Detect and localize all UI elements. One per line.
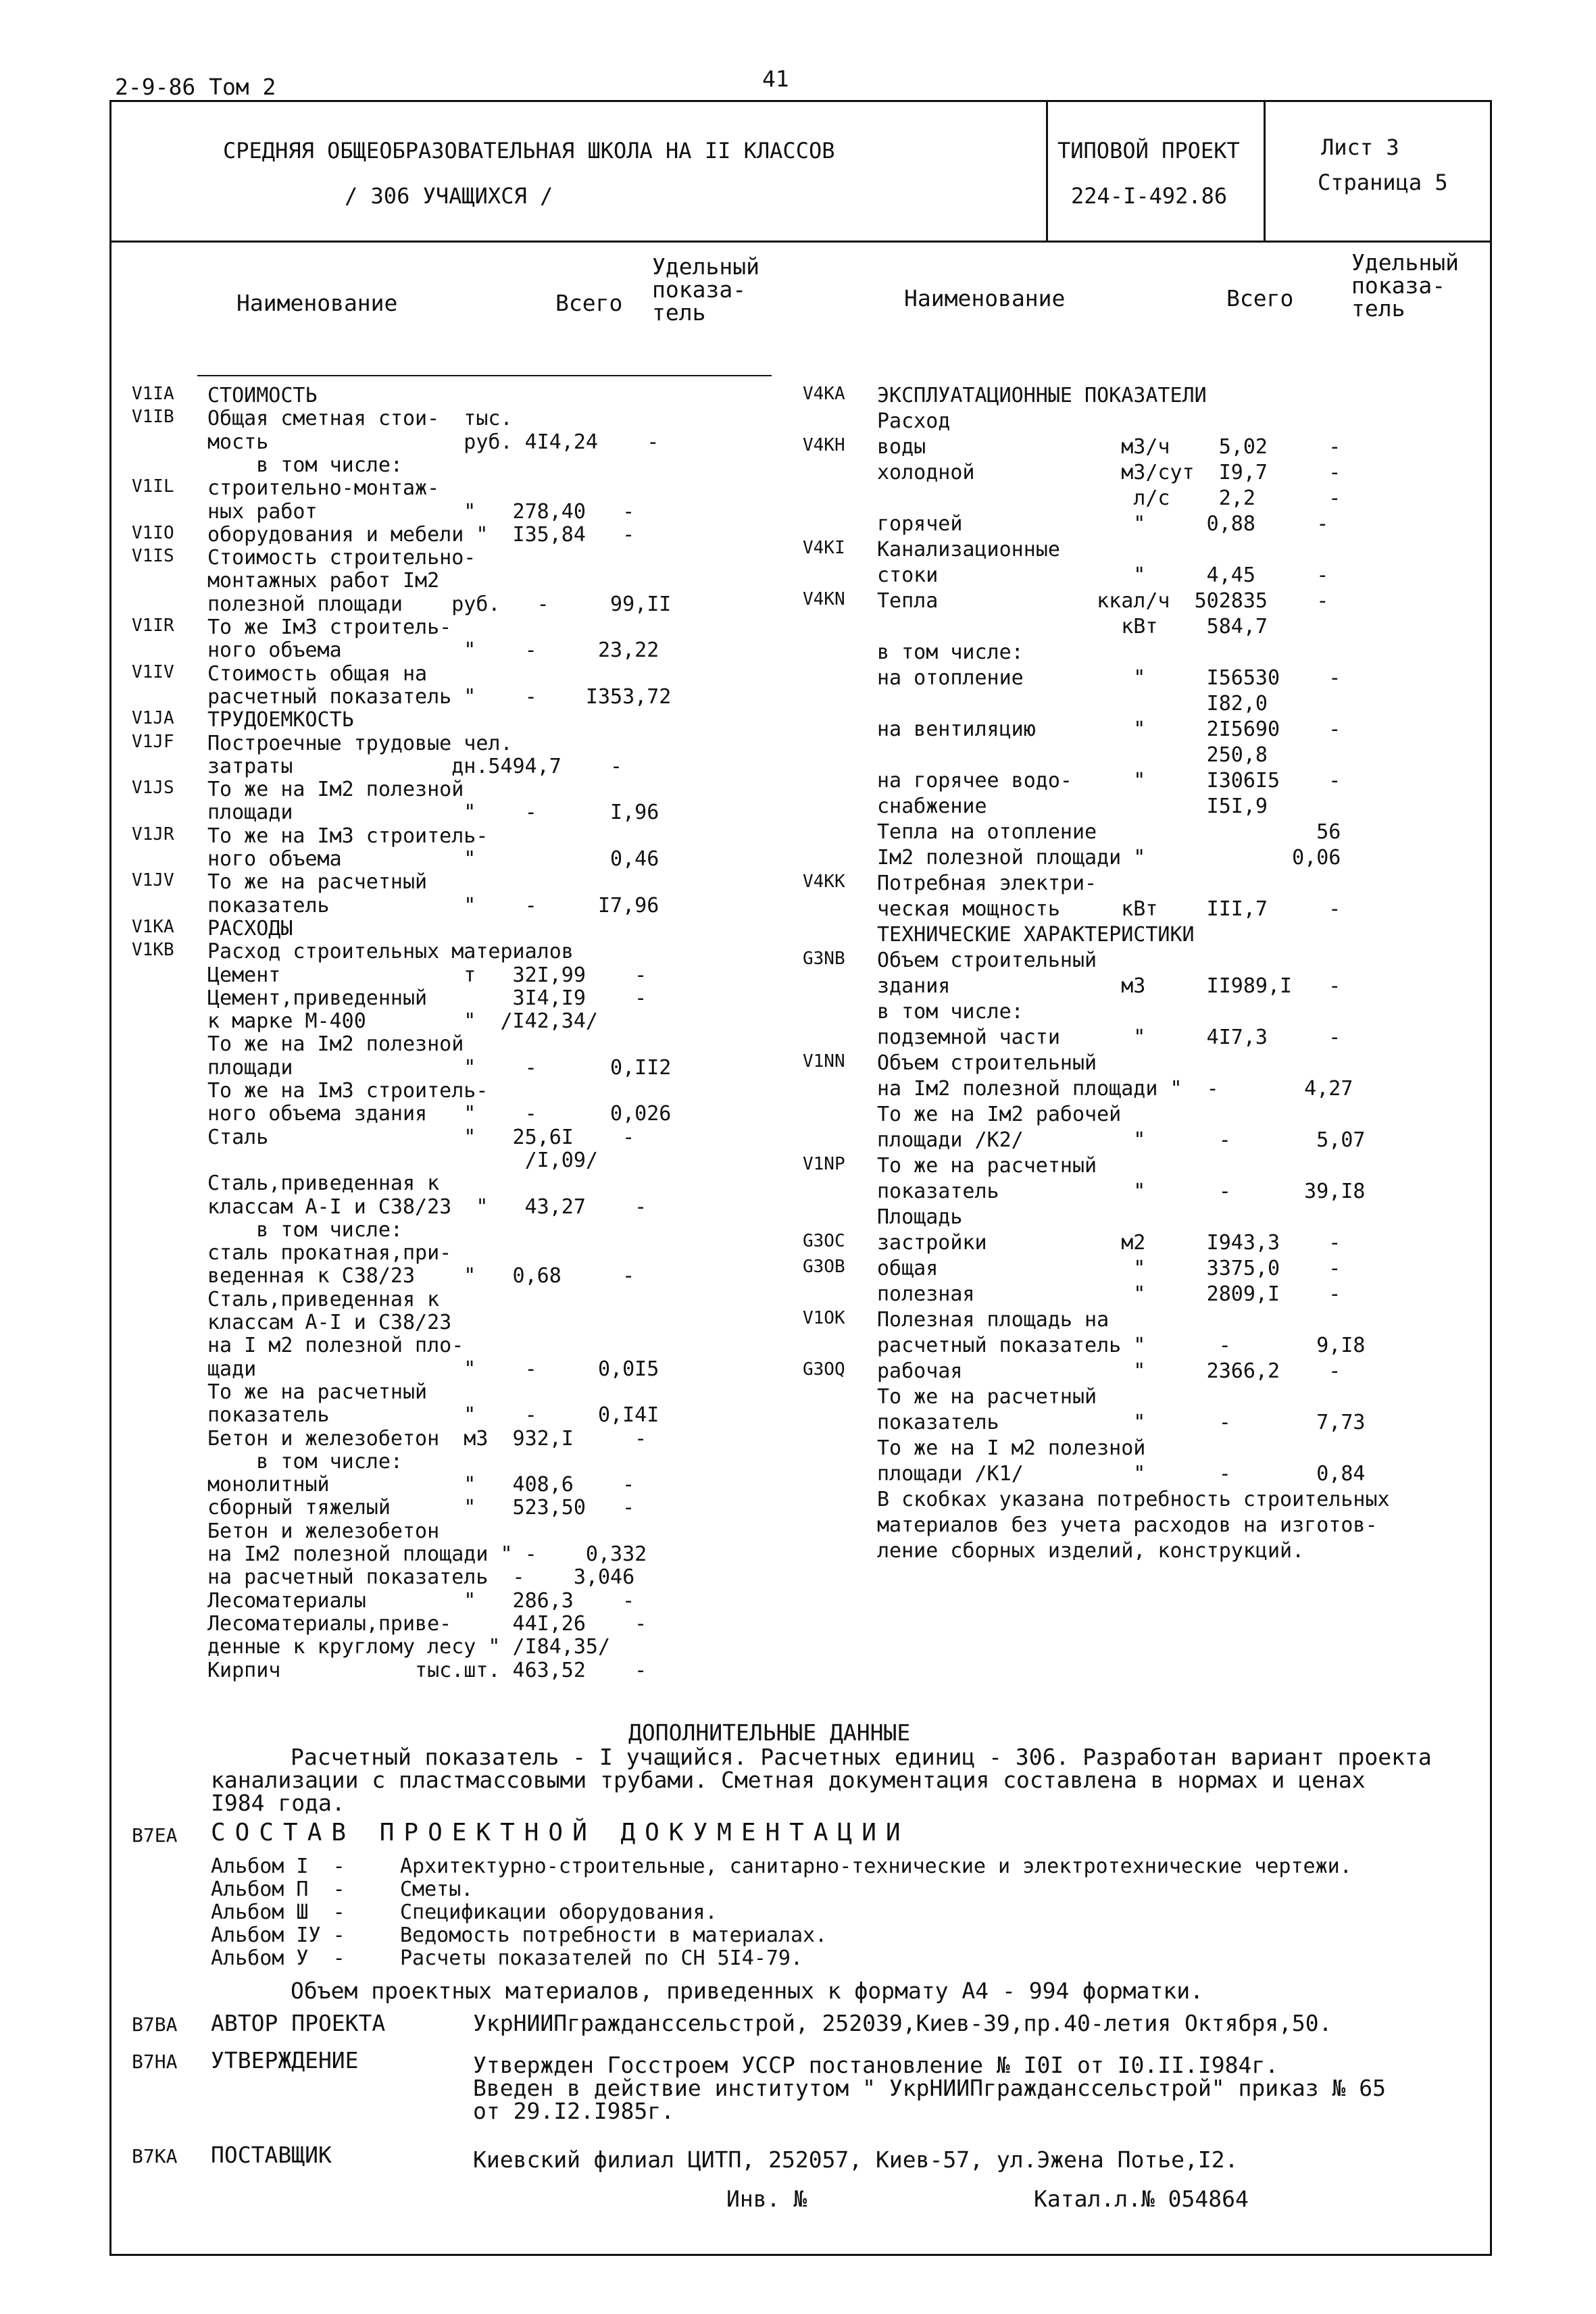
col-specific-left-2: показа- (652, 276, 747, 303)
left-header-rule (197, 375, 772, 376)
page-indicator: Страница 5 (1318, 170, 1448, 195)
row-text: ТЕХНИЧЕСКИЕ ХАРАКТЕРИСТИКИ (877, 923, 1195, 947)
row-text: сталь прокатная,при- (207, 1241, 452, 1265)
row-text: показатель " - I7,96 (207, 893, 659, 917)
row-code: V4KI (803, 538, 845, 558)
composition-code: B7EA (132, 1824, 178, 1846)
row-text: Бетон и железобетон (207, 1519, 440, 1543)
row-text: ного объема здания " - 0,026 (207, 1102, 672, 1126)
album-name: Альбом I - (211, 1855, 345, 1878)
row-text: л/с 2,2 - (877, 486, 1341, 510)
row-text: на Iм2 полезной площади " - 4,27 (877, 1077, 1353, 1101)
row-text: То же на расчетный (207, 1380, 428, 1404)
col-specific-left-3: тель (652, 299, 706, 326)
row-text: Бетон и железобетон м3 932,I - (207, 1426, 647, 1451)
row-text: снабжение I5I,9 (877, 795, 1268, 818)
row-text: материалов без учета расходов на изготов- (877, 1513, 1378, 1537)
row-text: Расход строительных материалов (207, 940, 574, 964)
row-text: веденная к С38/23 " 0,68 - (207, 1264, 635, 1288)
row-code: V1OK (803, 1308, 845, 1328)
catalog-number: Катал.л.№ 054864 (1034, 2186, 1249, 2212)
additional-line3: I984 года. (211, 1790, 345, 1816)
row-code: V1JA (132, 708, 174, 729)
row-code: V1IS (132, 546, 174, 567)
header-divider-v1 (1046, 100, 1048, 241)
row-text: То же Iм3 строитель- (207, 615, 452, 639)
row-code: V1KB (132, 940, 174, 961)
row-code: V1JV (132, 870, 174, 891)
row-code: G3NB (803, 949, 845, 969)
col-specific-right-2: показа- (1351, 272, 1446, 299)
row-text: холодной м3/сут I9,7 - (877, 461, 1341, 484)
row-text: на расчетный показатель - 3,046 (207, 1565, 635, 1590)
approval-line1: Утвержден Госстроем УССР постановление № I0I от I0.II.I984г. (473, 2052, 1279, 2078)
page-number: 41 (762, 66, 789, 92)
composition-title: СОСТАВ ПРОЕКТНОЙ ДОКУМЕНТАЦИИ (211, 1819, 910, 1846)
row-code: V4KA (803, 384, 845, 404)
row-text: Стоимость общая на (207, 661, 428, 686)
row-code: V1IR (132, 615, 174, 636)
row-text: То же на расчетный (207, 870, 428, 895)
author-code: B7BA (132, 2013, 178, 2036)
row-text: Общая сметная стои- тыс. (207, 407, 513, 431)
inventory-number: Инв. № (726, 2186, 807, 2212)
approval-line2: Введен в действие институтом " УкрНИИПгражданссельстрой" приказ № 65 (473, 2075, 1387, 2101)
row-text: То же на Iм2 полезной (207, 778, 464, 802)
sheet-number: Лист 3 (1321, 134, 1399, 160)
row-text: на вентиляцию " 2I5690 - (877, 718, 1341, 741)
row-text: на Iм2 полезной площади " - 0,332 (207, 1542, 647, 1566)
row-text: Лесоматериалы,приве- 44I,26 - (207, 1611, 647, 1636)
col-name-left: Наименование (236, 290, 398, 316)
row-text: общая " 3375,0 - (877, 1257, 1341, 1280)
row-text: в том числе: (207, 453, 403, 477)
row-text: в том числе: (207, 1217, 403, 1242)
row-text: мость руб. 4I4,24 - (207, 430, 659, 454)
row-text: здания м3 II989,I - (877, 974, 1341, 998)
row-text: Стоимость строительно- (207, 546, 476, 570)
row-text: Объем строительный (877, 949, 1097, 972)
supplier-code: B7KA (132, 2145, 178, 2167)
row-text: ТРУДОЕМКОСТЬ (207, 708, 354, 732)
row-code: V1JR (132, 824, 174, 845)
row-text: в том числе: (877, 640, 1024, 664)
row-code: V1IV (132, 661, 174, 682)
row-code: V1NP (803, 1154, 845, 1174)
row-text: в том числе: (877, 1000, 1024, 1024)
row-text: монтажных работ Iм2 (207, 569, 440, 593)
row-text: То же на Iм3 строитель- (207, 824, 489, 848)
row-code: V1JS (132, 778, 174, 799)
project-number: 224-I-492.86 (1071, 183, 1228, 209)
row-text: То же на Iм2 рабочей (877, 1103, 1122, 1126)
row-text: на I м2 полезной пло- (207, 1334, 464, 1358)
row-text: ческая мощность кВт III,7 - (877, 897, 1341, 921)
row-code: G3OQ (803, 1359, 845, 1380)
row-text: I82,0 (877, 692, 1268, 715)
row-text: затраты дн.5494,7 - (207, 754, 623, 778)
row-text: ление сборных изделий, конструкций. (877, 1539, 1305, 1563)
row-text: То же на Iм3 строитель- (207, 1079, 489, 1103)
col-specific-right-3: тель (1351, 295, 1405, 322)
row-code: V4KH (803, 435, 845, 455)
row-text: показатель " - 0,I4I (207, 1403, 659, 1428)
row-text: Канализационные (877, 538, 1060, 561)
row-text: застройки м2 I943,3 - (877, 1231, 1341, 1255)
row-text: классам А-I и С38/23 (207, 1311, 452, 1334)
row-text: Сталь,приведенная к (207, 1287, 440, 1311)
album-description: Ведомость потребности в материалах. (400, 1923, 828, 1947)
supplier-text: Киевский филиал ЦИТП, 252057, Киев-57, ул.Эжена Потье,I2. (473, 2146, 1239, 2173)
row-code: V1IO (132, 522, 174, 543)
col-specific-right-1: Удельный (1351, 249, 1459, 276)
row-text: Лесоматериалы " 286,3 - (207, 1588, 635, 1613)
album-name: Альбом IУ - (211, 1923, 345, 1947)
row-text: Объем строительный (877, 1051, 1097, 1075)
approval-line3: от 29.I2.I985г. (473, 2098, 675, 2124)
doc-title-line2: / 306 УЧАЩИХСЯ / (345, 183, 553, 209)
row-text: щади " - 0,0I5 (207, 1357, 659, 1381)
approval-label: УТВЕРЖДЕНИЕ (211, 2047, 359, 2073)
album-description: Сметы. (400, 1878, 474, 1901)
row-text: Тепла на отопление 56 (877, 820, 1341, 844)
row-text: сборный тяжелый " 523,50 - (207, 1496, 635, 1520)
additional-line1: Расчетный показатель - I учащийся. Расчетных единиц - 306. Разработан вариант проекта (291, 1744, 1432, 1770)
col-specific-left-1: Удельный (652, 253, 759, 280)
project-label: ТИПОВОЙ ПРОЕКТ (1057, 138, 1240, 164)
row-text: ных работ " 278,40 - (207, 499, 635, 524)
album-name: Альбом П - (211, 1878, 345, 1901)
row-text: РАСХОДЫ (207, 916, 293, 940)
row-text: Iм2 полезной площади " 0,06 (877, 846, 1341, 870)
row-text: площади /K2/ " - 5,07 (877, 1128, 1366, 1152)
row-code: G3OC (803, 1231, 845, 1251)
document-reference: 2-9-86 Том 2 (115, 74, 276, 100)
row-text: То же на расчетный (877, 1154, 1097, 1178)
row-code: V4KK (803, 872, 845, 892)
row-text: Потребная электри- (877, 872, 1097, 895)
row-text: Цемент т 32I,99 - (207, 963, 647, 987)
volume-note: Объем проектных материалов, приведенных к формату А4 - 994 форматки. (291, 1978, 1204, 2004)
row-text: Тепла ккал/ч 502835 - (877, 589, 1329, 613)
row-code: V1IA (132, 384, 174, 404)
row-text: ного объема " 0,46 (207, 847, 659, 871)
row-text: Расход (877, 409, 951, 433)
row-text: В скобках указана потребность строительных (877, 1488, 1390, 1511)
row-text: То же на Iм2 полезной (207, 1032, 464, 1057)
row-text: Полезная площадь на (877, 1308, 1109, 1332)
row-text: Кирпич тыс.шт. 463,52 - (207, 1658, 647, 1682)
header-divider (109, 241, 1490, 243)
row-text: на отопление " I56530 - (877, 666, 1341, 690)
album-description: Расчеты показателей по СН 5I4-79. (400, 1946, 803, 1970)
additional-line2: канализации с пластмассовыми трубами. Сметная документация составлена в нормах и ценах (211, 1767, 1366, 1793)
row-code: V1JF (132, 731, 174, 752)
album-description: Архитектурно-строительные, санитарно-технические и электротехнические чертежи. (400, 1855, 1352, 1878)
row-text: классам А-I и С38/23 " 43,27 - (207, 1194, 647, 1219)
album-name: Альбом Ш - (211, 1901, 345, 1924)
row-text: показатель " - 7,73 (877, 1411, 1366, 1434)
author-text: УкрНИИПгражданссельстрой, 252039,Киев-39,пр.40-летия Октября,50. (473, 2010, 1332, 2036)
doc-title-line1: СРЕДНЯЯ ОБЩЕОБРАЗОВАТЕЛЬНАЯ ШКОЛА НА II КЛАССОВ (223, 138, 835, 164)
col-total-right: Всего (1226, 285, 1294, 311)
row-code: V1IB (132, 407, 174, 428)
row-text: Построечные трудовые чел. (207, 731, 513, 755)
row-text: на горячее водо- " I306I5 - (877, 769, 1341, 793)
row-text: /I,09/ (207, 1148, 598, 1172)
row-text: Площадь (877, 1205, 963, 1229)
row-code: V4KN (803, 589, 845, 609)
album-list (211, 1855, 1352, 1970)
row-text: СТОИМОСТЬ (207, 384, 318, 407)
row-code: G3OB (803, 1257, 845, 1277)
row-text: горячей " 0,88 - (877, 512, 1329, 536)
row-text: Цемент,приведенный 3I4,I9 - (207, 986, 647, 1010)
header-divider-v2 (1264, 100, 1266, 241)
row-text: денные к круглому лесу " /I84,35/ (207, 1635, 611, 1659)
row-text: подземной части " 4I7,3 - (877, 1026, 1341, 1049)
row-text: полезная " 2809,I - (877, 1282, 1341, 1306)
row-code: V1KA (132, 916, 174, 937)
row-text: рабочая " 2366,2 - (877, 1359, 1341, 1383)
row-text: расчетный показатель " - 9,I8 (877, 1334, 1366, 1357)
row-text: ного объема " - 23,22 (207, 638, 659, 663)
row-code: V1IL (132, 476, 174, 497)
album-name: Альбом У - (211, 1946, 345, 1970)
col-total-left: Всего (555, 290, 623, 316)
row-text: полезной площади руб. - 99,II (207, 592, 672, 616)
left-table (132, 384, 672, 1682)
supplier-label: ПОСТАВЩИК (211, 2142, 332, 2168)
row-text: к марке М-400 " /I42,34/ (207, 1009, 598, 1034)
approval-code: B7HA (132, 2051, 178, 2073)
author-label: АВТОР ПРОЕКТА (211, 2010, 386, 2036)
row-text: монолитный " 408,6 - (207, 1473, 635, 1497)
row-text: ЭКСПЛУАТАЦИОННЫЕ ПОКАЗАТЕЛИ (877, 384, 1207, 407)
row-text: площади " - 0,II2 (207, 1055, 672, 1080)
row-text: 250,8 (877, 743, 1268, 767)
row-code: V1NN (803, 1051, 845, 1072)
row-text: То же на I м2 полезной (877, 1436, 1146, 1460)
row-text: То же на расчетный (877, 1385, 1097, 1409)
row-text: в том числе: (207, 1449, 403, 1474)
row-text: кВт 584,7 (877, 615, 1268, 638)
row-text: Сталь,приведенная к (207, 1172, 440, 1196)
col-name-right: Наименование (904, 285, 1066, 311)
row-text: воды м3/ч 5,02 - (877, 435, 1341, 459)
row-text: расчетный показатель " - I353,72 (207, 684, 672, 709)
row-text: показатель " - 39,I8 (877, 1180, 1366, 1203)
additional-title: ДОПОЛНИТЕЛЬНЫЕ ДАННЫЕ (628, 1719, 911, 1746)
row-text: строительно-монтаж- (207, 476, 440, 501)
row-text: оборудования и мебели " I35,84 - (207, 522, 635, 547)
row-text: площади " - I,96 (207, 801, 659, 825)
row-text: Сталь " 25,6I - (207, 1125, 635, 1149)
album-description: Спецификации оборудования. (400, 1901, 718, 1924)
right-table (803, 384, 1390, 1563)
row-text: площади /K1/ " - 0,84 (877, 1462, 1366, 1486)
row-text: стоки " 4,45 - (877, 563, 1329, 587)
